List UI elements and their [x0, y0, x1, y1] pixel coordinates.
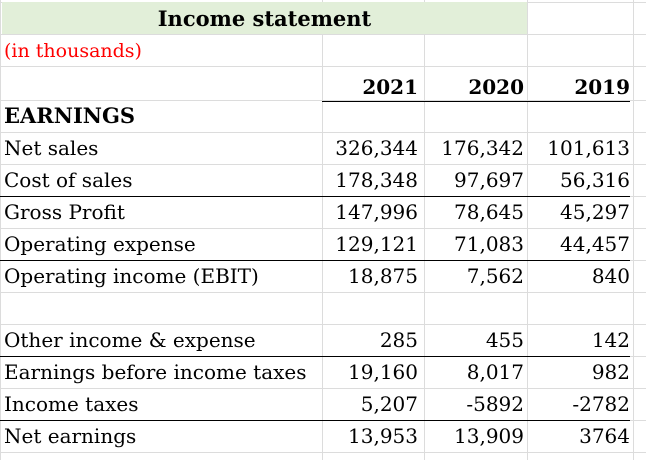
- row-label-net-earnings: Net earnings: [4, 424, 137, 448]
- value-cell[interactable]: -5892: [466, 392, 524, 416]
- title-cell[interactable]: [2, 2, 527, 34]
- grid-line: [0, 452, 646, 453]
- grid-line: [527, 0, 528, 460]
- value-cell[interactable]: 840: [591, 264, 630, 288]
- value-cell[interactable]: 176,342: [441, 136, 524, 160]
- value-cell[interactable]: 13,909: [454, 424, 524, 448]
- grid-line: [633, 0, 634, 460]
- value-cell[interactable]: 78,645: [454, 200, 524, 224]
- value-cell[interactable]: 8,017: [466, 360, 524, 384]
- value-cell[interactable]: 5,207: [360, 392, 418, 416]
- year-header-2019: 2019: [574, 75, 630, 99]
- row-label-operating-expense: Operating expense: [4, 232, 196, 256]
- header-underline: [322, 101, 630, 102]
- value-cell[interactable]: 147,996: [335, 200, 418, 224]
- year-header-2020: 2020: [468, 75, 524, 99]
- value-cell[interactable]: -2782: [572, 392, 630, 416]
- value-cell[interactable]: 13,953: [348, 424, 418, 448]
- year-header-2021: 2021: [362, 75, 418, 99]
- value-cell[interactable]: 44,457: [560, 232, 630, 256]
- row-label-operating-income: Operating income (EBIT): [4, 264, 259, 288]
- value-cell[interactable]: 19,160: [348, 360, 418, 384]
- page-title: Income statement: [157, 6, 372, 31]
- row-label-income-taxes: Income taxes: [4, 392, 139, 416]
- value-cell[interactable]: 455: [485, 328, 524, 352]
- value-cell[interactable]: 56,316: [560, 168, 630, 192]
- value-cell[interactable]: 18,875: [348, 264, 418, 288]
- row-label-earnings-before-taxes: Earnings before income taxes: [4, 360, 307, 384]
- row-label-cost-of-sales: Cost of sales: [4, 168, 133, 192]
- units-note: (in thousands): [4, 40, 142, 62]
- value-cell[interactable]: 982: [591, 360, 630, 384]
- grid-line: [0, 292, 646, 293]
- value-cell[interactable]: 71,083: [454, 232, 524, 256]
- value-cell[interactable]: 45,297: [560, 200, 630, 224]
- grid-line: [0, 0, 1, 460]
- value-cell[interactable]: 129,121: [335, 232, 418, 256]
- value-cell[interactable]: 178,348: [335, 168, 418, 192]
- value-cell[interactable]: 142: [591, 328, 630, 352]
- row-label-other-income-expense: Other income & expense: [4, 328, 256, 352]
- value-cell[interactable]: 7,562: [466, 264, 524, 288]
- value-cell[interactable]: 326,344: [335, 136, 418, 160]
- value-cell[interactable]: 101,613: [547, 136, 630, 160]
- row-label-net-sales: Net sales: [4, 136, 99, 160]
- row-label-gross-profit: Gross Profit: [4, 200, 125, 224]
- value-cell[interactable]: 285: [379, 328, 418, 352]
- value-cell[interactable]: 3764: [579, 424, 630, 448]
- value-cell[interactable]: 97,697: [454, 168, 524, 192]
- section-heading-earnings: EARNINGS: [4, 103, 136, 128]
